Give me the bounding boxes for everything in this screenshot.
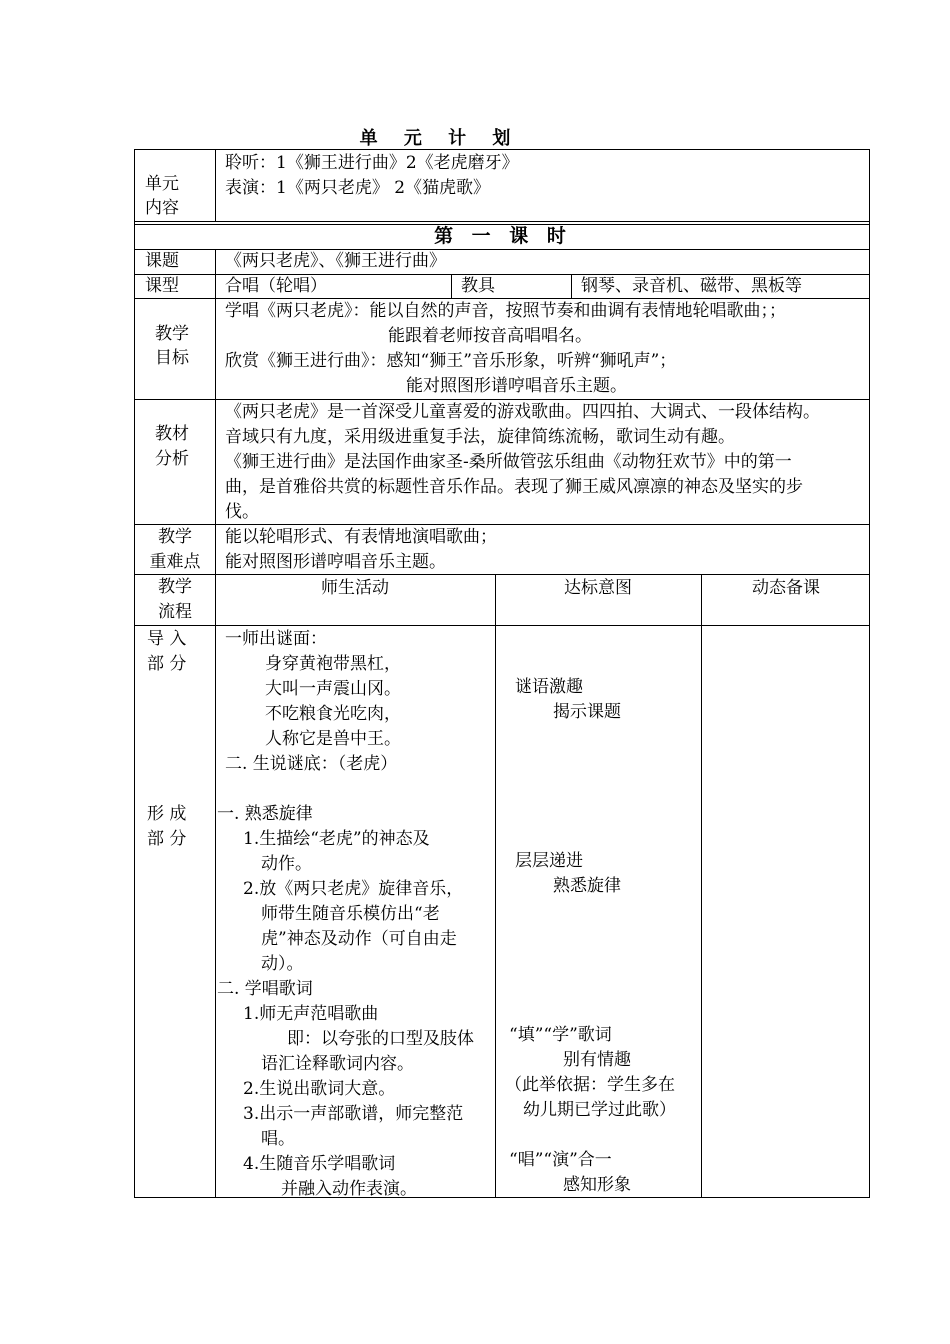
difficulty-label: 教学 — [158, 527, 192, 547]
activity-line: 2.生说出歌词大意。 — [243, 1079, 396, 1099]
intent-line: 别有情趣 — [563, 1050, 631, 1070]
activity-line: 二. 生说谜底：（老虎） — [225, 754, 398, 774]
intent-line: “填”“学”歌词 — [509, 1025, 612, 1045]
activity-line: 不吃粮食光吃肉， — [265, 704, 401, 724]
row-divider — [135, 625, 870, 626]
intent-line: “唱”“演”合一 — [509, 1150, 612, 1170]
activity-line: 一. 熟悉旋律 — [217, 804, 313, 824]
topic-value: 《两只老虎》、《狮王进行曲》 — [225, 251, 446, 271]
tools-label: 教具 — [461, 276, 495, 296]
goals-line: 学唱《两只老虎》：能以自然的声音，按照节奏和曲调有表情地轮唱歌曲；； — [225, 301, 786, 321]
col-divider — [451, 274, 452, 298]
activity-line: 虎”神态及动作（可自由走 — [261, 929, 457, 949]
goals-line: 欣赏《狮王进行曲》：感知“狮王”音乐形象，听辨“狮吼声”； — [225, 351, 677, 371]
analysis-label: 分析 — [155, 449, 189, 469]
col-divider — [701, 574, 702, 1198]
type-value: 合唱（轮唱） — [225, 276, 327, 296]
activity-line: 4.生随音乐学唱歌词 — [243, 1154, 396, 1174]
activity-line: 即：以夸张的口型及肢体 — [287, 1029, 474, 1049]
flow-header-col1: 教学 — [158, 577, 192, 597]
intent-line: 层层递进 — [515, 851, 583, 871]
flow-header-col1: 流程 — [158, 602, 192, 622]
flow-header-notes: 动态备课 — [752, 578, 820, 598]
activity-line: 身穿黄袍带黑杠， — [265, 654, 401, 674]
difficulty-line: 能以轮唱形式、有表情地演唱歌曲； — [225, 527, 497, 547]
activity-line: 动作。 — [261, 854, 312, 874]
unit-content-line: 聆听：1《狮王进行曲》2《老虎磨牙》 — [225, 153, 519, 173]
row-divider — [135, 221, 870, 222]
flow-stage: 形 成 — [147, 804, 187, 824]
activity-line: 3.出示一声部歌谱，师完整范 — [243, 1104, 464, 1124]
difficulty-label: 重难点 — [149, 552, 201, 572]
activity-line: 语汇诠释歌词内容。 — [261, 1054, 414, 1074]
col-divider — [571, 274, 572, 298]
goals-line: 能跟着老师按音高唱唱名。 — [388, 326, 592, 346]
analysis-line: 音域只有九度，采用级进重复手法，旋律简练流畅，歌词生动有趣。 — [225, 427, 735, 447]
intent-line: 揭示课题 — [553, 702, 621, 722]
type-label: 课型 — [145, 276, 179, 296]
col-divider — [215, 150, 216, 221]
document-title: 单 元 计 划 — [359, 128, 521, 149]
activity-line: 人称它是兽中王。 — [265, 729, 401, 749]
unit-content-line: 表演：1《两只老虎》 2《猫虎歌》 — [225, 178, 491, 198]
analysis-line: 《两只老虎》是一首深受儿童喜爱的游戏歌曲。四四拍、大调式、一段体结构。 — [225, 402, 820, 422]
flow-header-activities: 师生活动 — [321, 578, 389, 598]
activity-line: 2.放《两只老虎》旋律音乐， — [243, 879, 464, 899]
intent-line: 熟悉旋律 — [553, 876, 621, 896]
intent-line: 感知形象 — [563, 1175, 631, 1195]
analysis-label: 教材 — [155, 424, 189, 444]
row-divider — [135, 574, 870, 575]
unit-plan-table — [134, 149, 870, 1198]
activity-line: 并融入动作表演。 — [281, 1179, 417, 1198]
goals-label: 教学 — [155, 324, 189, 344]
analysis-line: 伐。 — [225, 502, 259, 522]
intent-line: 幼儿期已学过此歌） — [523, 1100, 676, 1120]
analysis-line: 《狮王进行曲》是法国作曲家圣-桑所做管弦乐组曲《动物狂欢节》中的第一 — [225, 452, 792, 472]
difficulty-line: 能对照图形谱哼唱音乐主题。 — [225, 552, 446, 572]
unit-label: 单元 — [145, 174, 179, 194]
activity-line: 师带生随音乐模仿出“老 — [261, 904, 440, 924]
activity-line: 1.师无声范唱歌曲 — [243, 1004, 379, 1024]
goals-label: 目标 — [155, 348, 189, 368]
goals-line: 能对照图形谱哼唱音乐主题。 — [406, 376, 627, 396]
col-divider — [215, 249, 216, 1198]
analysis-line: 曲，是首雅俗共赏的标题性音乐作品。表现了狮王威风凛凛的神态及坚实的步 — [225, 477, 803, 497]
activity-line: 一师出谜面： — [225, 629, 327, 649]
flow-stage: 部 分 — [147, 654, 187, 674]
activity-line: 大叫一声震山冈。 — [265, 679, 401, 699]
tools-value: 钢琴、录音机、磁带、黑板等 — [581, 276, 802, 296]
topic-label: 课题 — [145, 251, 179, 271]
flow-stage: 导 入 — [147, 629, 187, 649]
activity-line: 唱。 — [261, 1129, 295, 1149]
intent-line: 谜语激趣 — [515, 677, 583, 697]
col-divider — [495, 574, 496, 1198]
activity-line: 二. 学唱歌词 — [217, 979, 313, 999]
activity-line: 1.生描绘“老虎”的神态及 — [243, 829, 430, 849]
activity-line: 动）。 — [261, 954, 304, 974]
flow-header-intent: 达标意图 — [564, 578, 632, 598]
unit-label: 内容 — [145, 198, 179, 218]
intent-line: （此举依据：学生多在 — [505, 1075, 675, 1095]
flow-stage: 部 分 — [147, 829, 187, 849]
lesson-title: 第 一 课 时 — [434, 225, 572, 247]
